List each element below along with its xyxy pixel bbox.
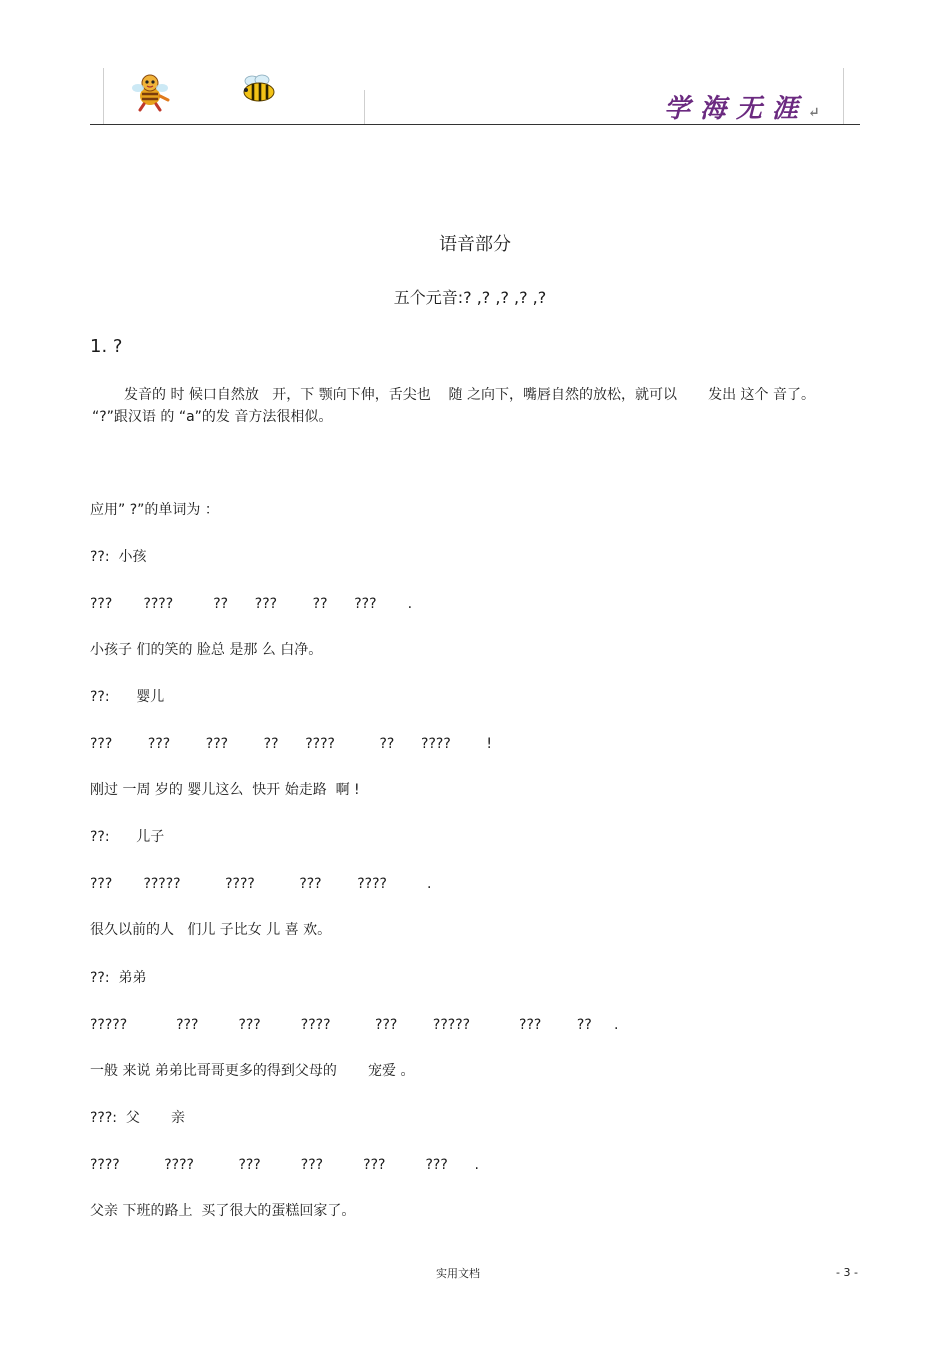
translation-line: 父亲 下班的路上 买了很大的蛋糕回家了。 xyxy=(90,1203,356,1219)
example-sentence: ???? ???? ??? ??? ??? ??? . xyxy=(90,1157,479,1173)
header-divider-left xyxy=(103,68,104,124)
example-sentence: ??? ???? ?? ??? ?? ??? . xyxy=(90,596,413,612)
word-line: ??: 婴儿 xyxy=(90,689,165,705)
word-line: ??: 弟弟 xyxy=(90,970,147,986)
translation-line: 刚过 一周 岁的 婴儿这么 快开 始走路 啊 ! xyxy=(90,782,360,798)
example-sentence: ??? ????? ???? ??? ???? . xyxy=(90,876,432,892)
word-line: ???: 父 亲 xyxy=(90,1110,186,1126)
bee-icon xyxy=(238,74,280,104)
translation-line: 小孩子 们的笑的 脸总 是那 么 白净。 xyxy=(90,642,323,658)
page-subtitle: 五个元音:? ,? ,? ,? ,? xyxy=(393,288,547,307)
description-line-1: 发音的 时 候口自然放 开，下 颚向下伸，舌尖也 随 之向下，嘴唇自然的放松，就可以 发出 这个 音了。 xyxy=(124,387,816,403)
return-mark-icon: ↵ xyxy=(808,105,820,121)
description-line-2: “?”跟汉语 的 “a”的发 音方法很相似。 xyxy=(92,409,333,425)
section-number: 1. ? xyxy=(90,336,123,357)
word-line: ??: 小孩 xyxy=(90,549,147,565)
header-logo-text: 学海无涯↵ xyxy=(664,94,820,124)
page-number: - 3 - xyxy=(836,1266,858,1279)
header-divider-middle xyxy=(364,90,365,124)
translation-line: 很久以前的人 们儿 子比女 儿 喜 欢。 xyxy=(90,922,332,938)
footer-label: 实用文档 xyxy=(436,1267,480,1280)
example-sentence: ????? ??? ??? ???? ??? ????? ??? ?? . xyxy=(90,1017,619,1033)
page-title: 语音部分 xyxy=(439,234,511,255)
translation-line: 一般 来说 弟弟比哥哥更多的得到父母的 宠爱 。 xyxy=(90,1063,415,1079)
header-divider-right xyxy=(843,68,844,124)
word-line: ??: 儿子 xyxy=(90,829,165,845)
bee-character-icon xyxy=(128,70,174,112)
example-sentence: ??? ??? ??? ?? ???? ?? ???? ! xyxy=(90,736,492,752)
words-intro: 应用” ?”的单词为 ： xyxy=(90,502,219,518)
header-rule xyxy=(90,124,860,125)
